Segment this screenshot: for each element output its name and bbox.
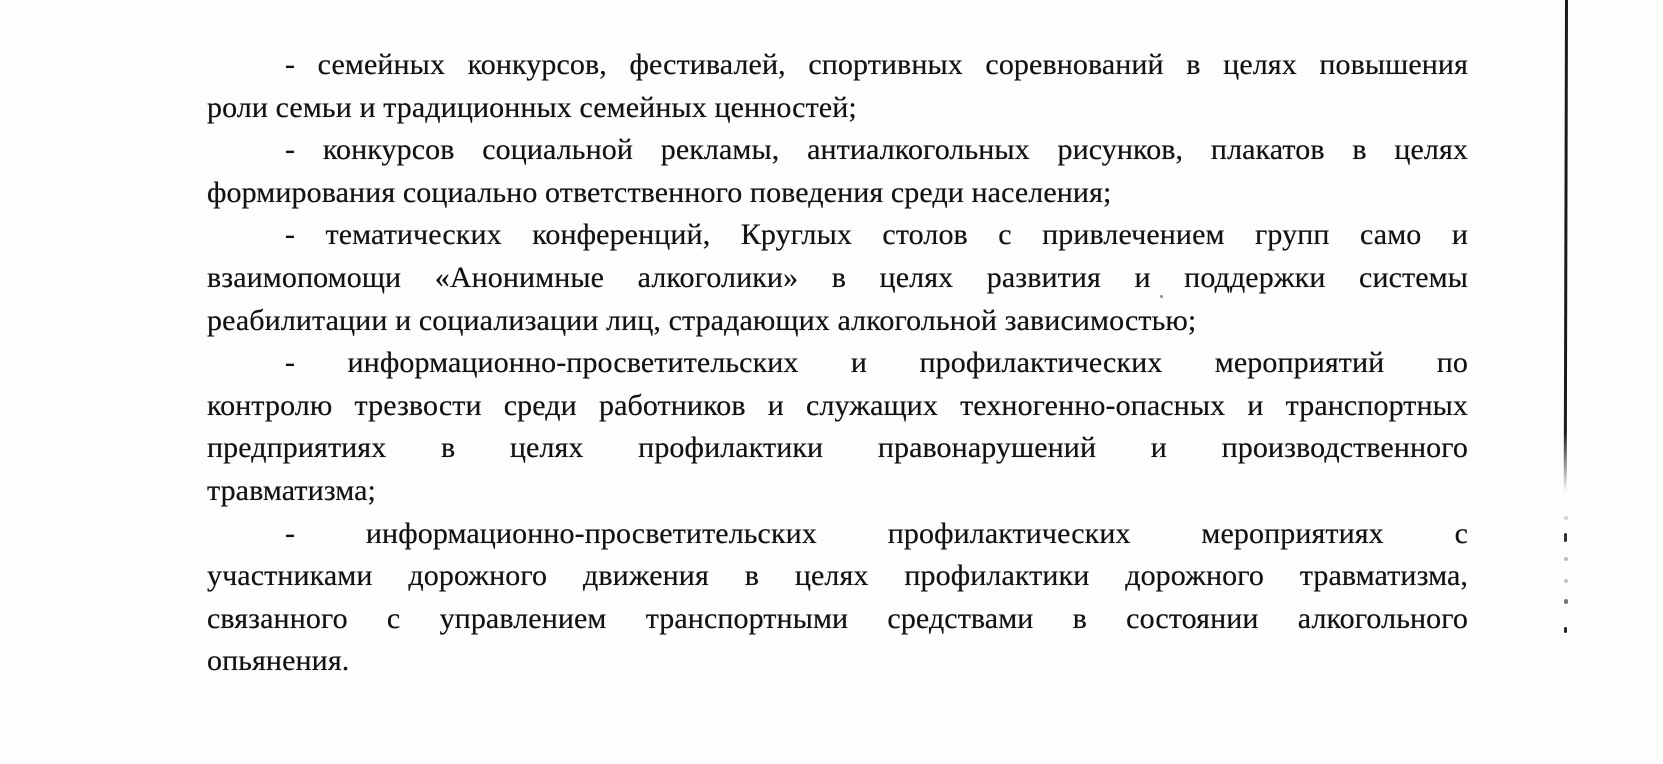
text-line: травматизма;: [207, 473, 376, 507]
text-line: - информационно-просветительских профилактических мероприятиях с: [285, 516, 1468, 550]
text-line: роли семьи и традиционных семейных ценностей;: [207, 90, 857, 124]
text-line: - семейных конкурсов, фестивалей, спортивных соревнований в целях повышения: [285, 48, 1468, 81]
scanner-edge-dot: [1564, 557, 1568, 561]
text-line: участниками дорожного движения в целях профилактики дорожного травматизма,: [207, 559, 1468, 593]
text-line: формирования социально ответственного поведения среди населения;: [207, 175, 1112, 209]
text-line: опьянения.: [207, 644, 350, 678]
text-line: - конкурсов социальной рекламы, антиалкогольных рисунков, плакатов в целях: [285, 133, 1468, 167]
toner-speck: [1160, 295, 1163, 298]
text-line: связанного с управлением транспортными средствами в состоянии алкогольного: [207, 601, 1468, 635]
scanner-edge-dot: [1564, 579, 1568, 583]
text-line: предприятиях в целях профилактики правонарушений и производственного: [207, 431, 1468, 465]
scanner-edge-dot: [1564, 516, 1568, 520]
scanner-edge-dot: [1564, 599, 1568, 604]
scanner-edge-dot: [1564, 627, 1567, 633]
text-line: - информационно-просветительских и профилактических мероприятий по: [285, 346, 1468, 380]
text-line: взаимопомощи «Анонимные алкоголики» в целях развития и поддержки системы: [207, 260, 1468, 294]
text-line: контролю трезвости среди работников и служащих техногенно-опасных и транспортных: [207, 388, 1468, 422]
scanner-edge-line: [1564, 0, 1568, 492]
text-line: - тематических конференций, Круглых столов с привлечением групп само и: [285, 218, 1468, 252]
scanner-edge-dot: [1564, 533, 1567, 542]
text-line: реабилитации и социализации лиц, страдающих алкогольной зависимостью;: [207, 303, 1197, 337]
document-text-block: [207, 44, 1468, 683]
